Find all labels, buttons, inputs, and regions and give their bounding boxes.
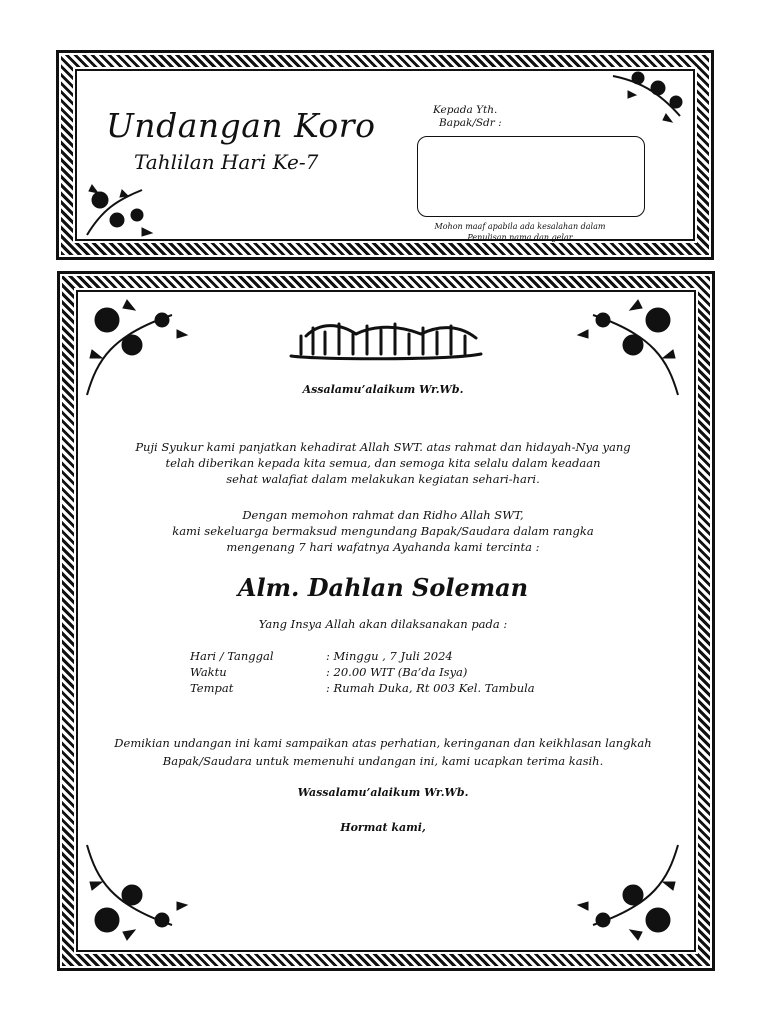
paragraph-line: Bapak/Saudara untuk memenuhi undangan ini, kami ucapkan terima kasih. [162, 754, 604, 768]
detail-row-date [190, 648, 535, 664]
detail-label: Tempat [190, 681, 234, 695]
apology-note-line-2: Penulisan nama dan gelar [467, 233, 573, 242]
paragraph-line: kami sekeluarga bermaksud mengundang Bapak/Saudara dalam rangka [172, 524, 594, 538]
apology-note [420, 221, 620, 243]
apology-note-line-1: Mohon maaf apabila ada kesalahan dalam [434, 222, 606, 231]
floral-ornament-icon [573, 840, 683, 950]
closing-paragraph [80, 734, 686, 770]
invitation-paragraph [80, 507, 686, 555]
detail-value: : Minggu , 7 Juli 2024 [326, 649, 453, 663]
recipient-line-1: Kepada Yth. [433, 104, 498, 116]
deceased-name: Alm. Dahlan Soleman [237, 573, 529, 602]
event-intro: Yang Insya Allah akan dilaksanakan pada : [258, 617, 508, 631]
event-details [190, 648, 535, 696]
floral-ornament-icon [82, 840, 192, 950]
paragraph-line: Dengan memohon rahmat dan Ridho Allah SWT, [242, 508, 524, 522]
recipient-line-2: Bapak/Sdr : [439, 117, 502, 129]
recipient-name-box [417, 136, 645, 217]
detail-label: Waktu [190, 665, 227, 679]
detail-label: Hari / Tanggal [190, 649, 274, 663]
paragraph-line: mengenang 7 hari wafatnya Ayahanda kami tercinta : [226, 540, 540, 554]
detail-value: : Rumah Duka, Rt 003 Kel. Tambula [326, 681, 535, 695]
detail-row-time [190, 664, 535, 680]
detail-row-place [190, 680, 535, 696]
gratitude-paragraph [80, 439, 686, 487]
recipient-label [433, 104, 502, 130]
paragraph-line: Puji Syukur kami panjatkan kehadirat Allah SWT. atas rahmat dan hidayah-Nya yang [135, 440, 631, 454]
bismillah-calligraphy-icon [281, 316, 491, 368]
paragraph-line: sehat walafiat dalam melakukan kegiatan sehari-hari. [226, 472, 540, 486]
envelope-subtitle: Tahlilan Hari Ke-7 [134, 150, 319, 174]
opening-greeting: Assalamu’alaikum Wr.Wb. [302, 383, 464, 396]
paragraph-line: telah diberikan kepada kita semua, dan semoga kita selalu dalam keadaan [165, 456, 601, 470]
closing-greeting: Wassalamu’alaikum Wr.Wb. [297, 786, 469, 799]
paragraph-line: Demikian undangan ini kami sampaikan atas perhatian, keringanan dan keikhlasan langkah [114, 736, 652, 750]
detail-value: : 20.00 WIT (Ba’da Isya) [326, 665, 468, 679]
floral-ornament-icon [82, 170, 162, 240]
envelope-title: Undangan Koro [106, 106, 376, 145]
floral-ornament-icon [608, 66, 688, 126]
signature-line: Hormat kami, [340, 821, 426, 834]
